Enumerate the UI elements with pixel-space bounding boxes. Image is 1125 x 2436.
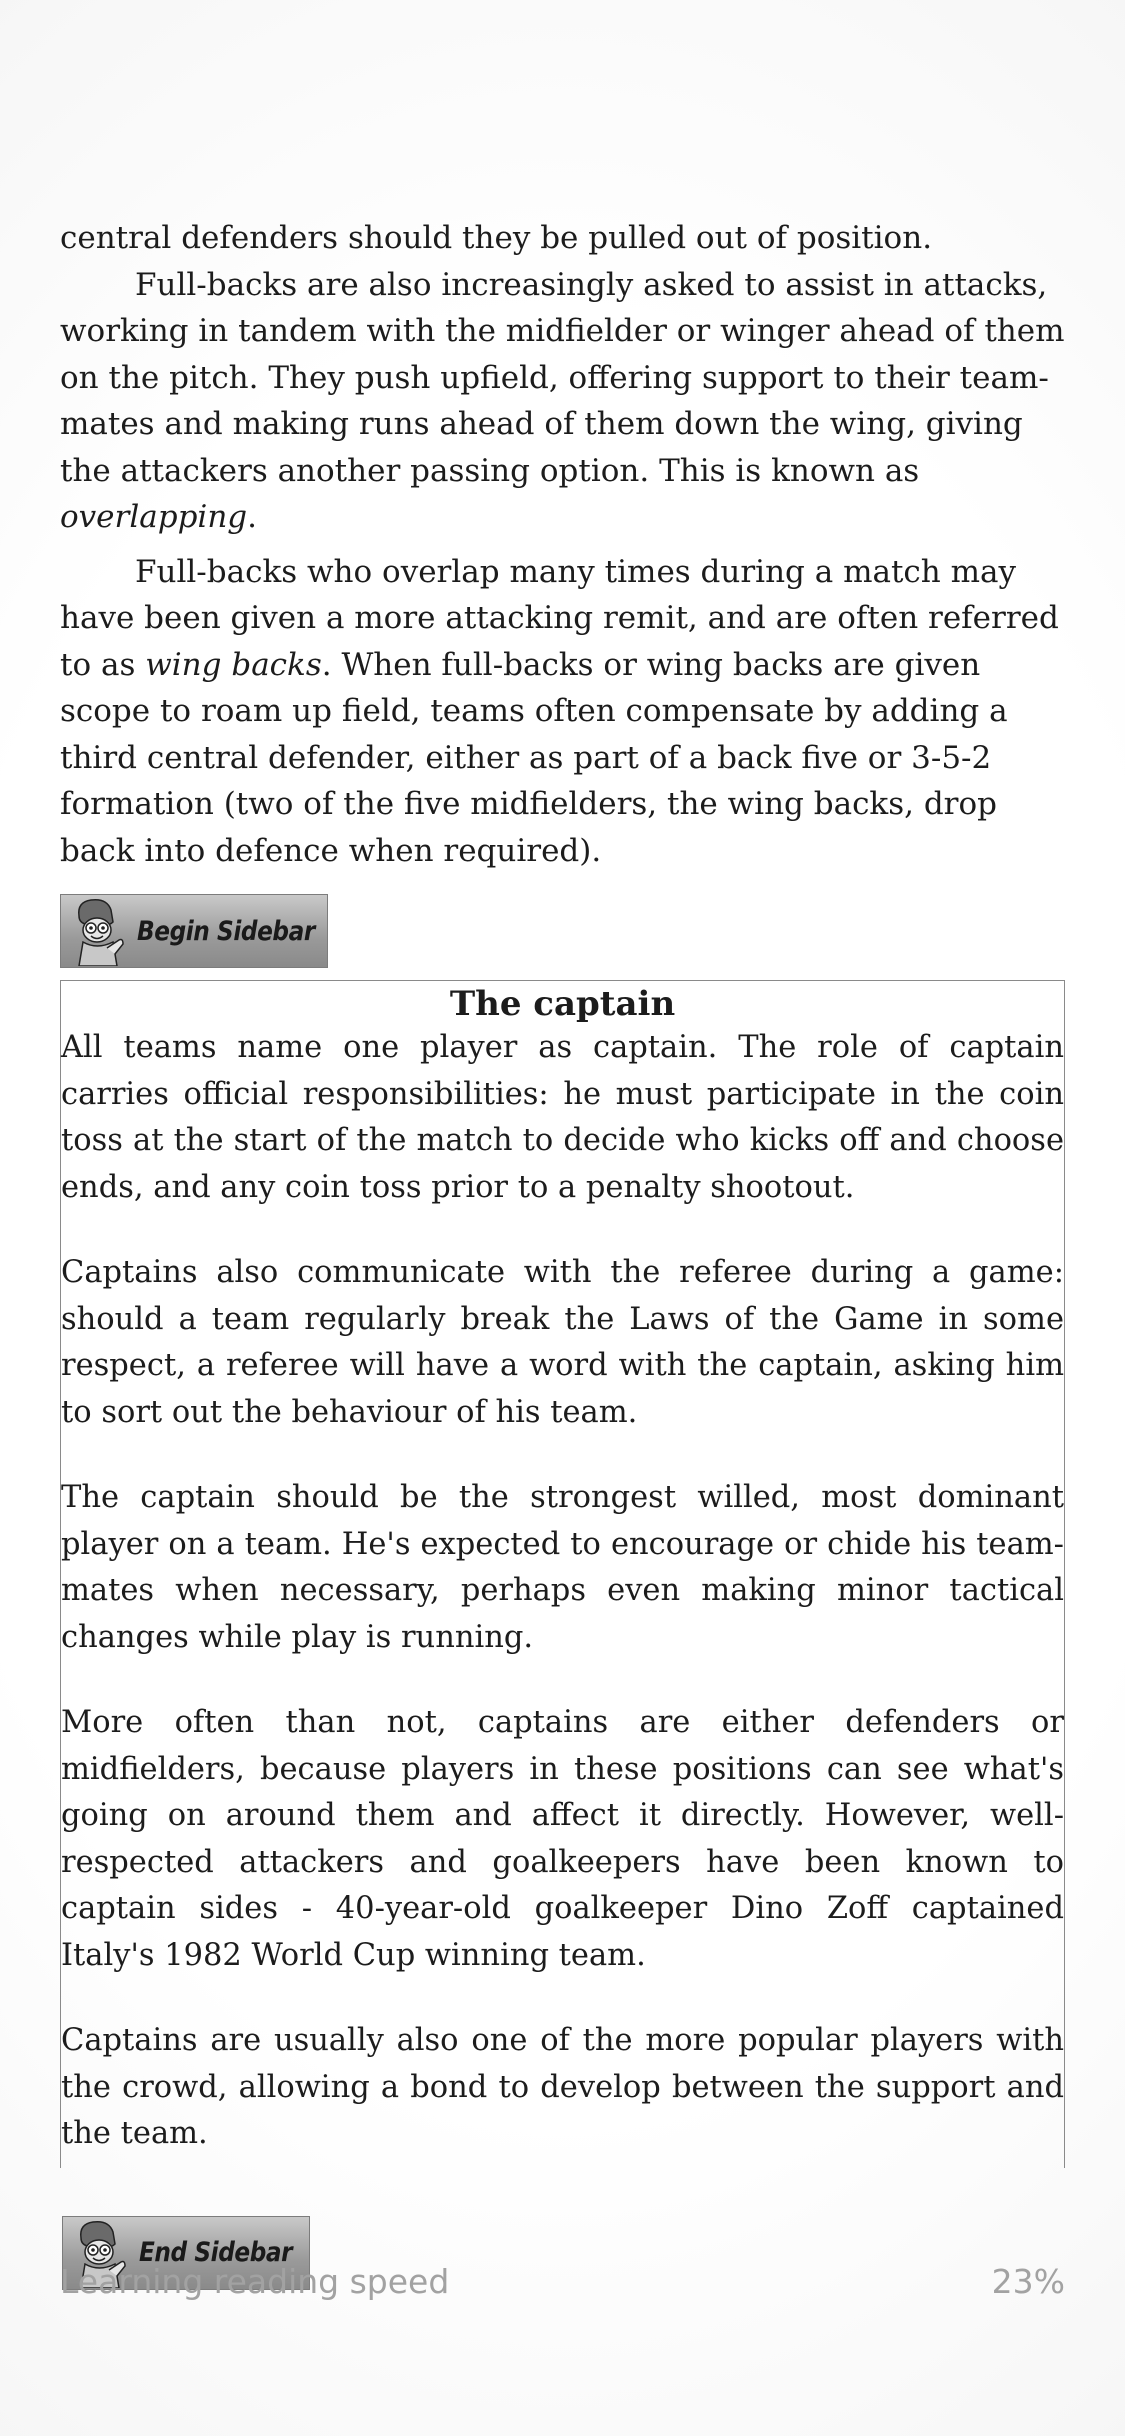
reading-speed-status: Learning reading speed	[60, 2262, 450, 2301]
sidebar-paragraph: Captains are usually also one of the more popular players with the crowd, allowing a bond to develop between the support and the team.	[61, 2023, 1064, 2151]
reading-progress-percent: 23%	[991, 2262, 1065, 2301]
sidebar-paragraph: All teams name one player as captain. The role of captain carries official responsibilities: he must participate in the coin toss at the start of the match to decide who kicks off and choose ends, and any coin toss prior to a penalty shootout.	[61, 1030, 1064, 1205]
reader-footer	[60, 2262, 1065, 2301]
sidebar-title: The captain	[449, 984, 676, 1024]
end-sidebar-label: End Sidebar	[139, 2237, 293, 2268]
sidebar-paragraph: More often than not, captains are either defenders or midfielders, because players in these positions can see what's going on around them and affect it directly. However, well-respected attackers and goalkeepers have been known to captain sides - 40-year-old goalkeeper Dino Zoff captained Italy's 1982 World Cup winning team.	[61, 1705, 1064, 1973]
wing-backs-paragraph: Full-backs who overlap many times during a match may have been given a more attacking remit, and are often referred to as wing backs. When full-backs or wing backs are given scope to roam up field, teams often compensate by adding a third central defender, either as part of a back five or 3-5-2 formation (two of the five midfielders, the wing backs, drop back into defence when required).	[60, 553, 1059, 869]
overlapping-term: overlapping	[60, 499, 248, 535]
reader-page[interactable]	[60, 215, 1065, 2290]
begin-sidebar-banner	[60, 894, 328, 968]
cartoon-figure-icon	[69, 896, 129, 966]
continuation-paragraph: central defenders should they be pulled out of position.	[60, 220, 933, 256]
wing-backs-term: wing backs	[145, 646, 322, 683]
sidebar-paragraph: Captains also communicate with the referee during a game: should a team regularly break the Laws of the Game in some respect, a referee will have a word with the captain, asking him to sort out the behaviour of his team.	[61, 1255, 1064, 1430]
begin-sidebar-label: Begin Sidebar	[137, 915, 315, 947]
overlapping-paragraph: Full-backs are also increasingly asked to assist in attacks, working in tandem with the midfielder or winger ahead of them on the pitch. They push upfield, offering support to their team-mates and making runs ahead of them down the wing, giving the attackers another passing option. This is known as overlapping.	[60, 266, 1065, 535]
sidebar-box	[60, 980, 1065, 2168]
sidebar-paragraph: The captain should be the strongest willed, most dominant player on a team. He's expected to encourage or chide his team-mates when necessary, perhaps even making minor tactical changes while play is running.	[61, 1480, 1064, 1655]
